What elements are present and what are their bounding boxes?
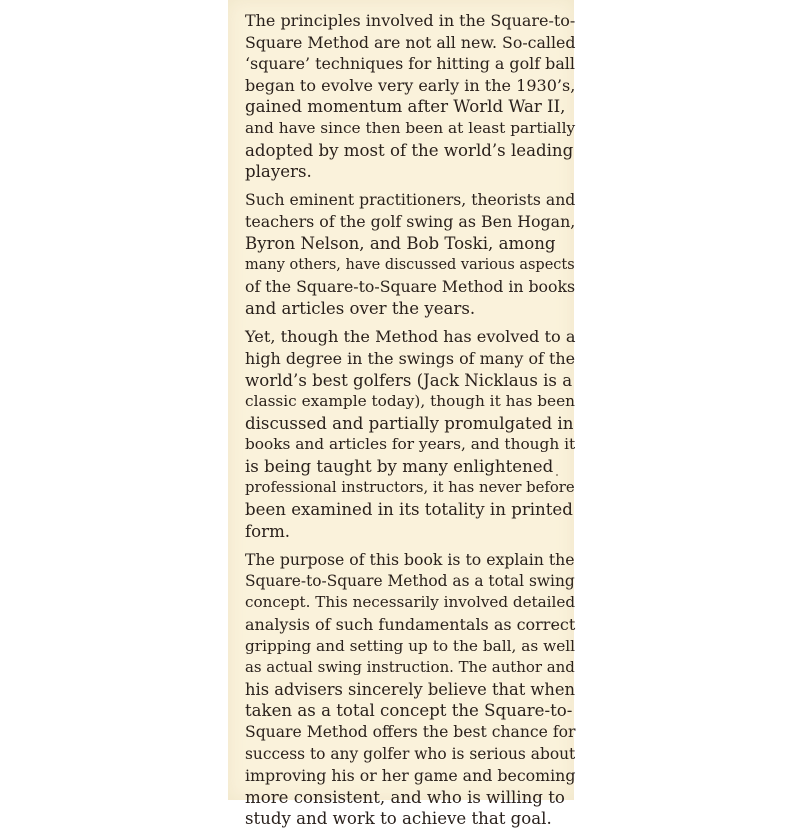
text-line: of the Square-to-Square Method in books	[245, 277, 576, 297]
text-line: players.	[245, 162, 312, 182]
text-line: classic example today), though it has been	[245, 392, 576, 411]
text-line: Square-to-Square Method as a total swing	[245, 571, 575, 590]
text-line: The principles involved in the Square-to-	[245, 11, 576, 30]
text-line: Square Method offers the best chance for	[245, 723, 576, 741]
text-line: gained momentum after World War II,	[245, 97, 566, 117]
text-line: gripping and setting up to the ball, as well	[245, 636, 576, 655]
text-line: taken as a total concept the Square-to-	[245, 701, 573, 721]
text-line: teachers of the golf swing as Ben Hogan,	[245, 212, 576, 232]
text-line: The purpose of this book is to explain the	[245, 550, 575, 570]
text-line: analysis of such fundamentals as correct	[245, 615, 576, 635]
text-line: form.	[245, 521, 291, 541]
text-line: many others, have discussed various aspects	[245, 256, 575, 273]
text-line: and have since then been at least partially	[245, 118, 576, 137]
text-line: more consistent, and who is willing to	[245, 787, 565, 807]
text-line: success to any golfer who is serious about	[245, 744, 576, 763]
paragraph-2	[245, 190, 575, 320]
text-line: high degree in the swings of many of the	[245, 348, 576, 368]
text-line: ‘square’ techniques for hitting a golf ball	[245, 54, 575, 74]
paragraph-1	[245, 10, 575, 183]
text-line: improving his or her game and becoming	[245, 766, 576, 786]
text-line: adopted by most of the world’s leading	[245, 140, 574, 160]
text-block	[245, 10, 575, 837]
text-line: professional instructors, it has never before	[245, 479, 575, 497]
text-line: Yet, though the Method has evolved to a	[245, 327, 576, 347]
text-line: Such eminent practitioners, theorists and	[245, 190, 576, 209]
paragraph-4	[245, 549, 575, 830]
text-line: world’s best golfers (Jack Nicklaus is a	[245, 370, 573, 390]
paragraph-3	[245, 326, 575, 542]
text-line: study and work to achieve that goal.	[245, 809, 552, 829]
text-line: been examined in its totality in printed	[245, 500, 573, 520]
text-line: and articles over the years.	[245, 298, 476, 318]
text-line: is being taught by many enlightened	[245, 456, 554, 476]
text-line: Square Method are not all new. So-called	[245, 32, 576, 52]
text-line: Byron Nelson, and Bob Toski, among	[245, 233, 556, 253]
text-line: as actual swing instruction. The author and	[245, 658, 575, 677]
text-line: concept. This necessarily involved detailed	[245, 593, 576, 612]
text-line: books and articles for years, and though it	[245, 435, 576, 454]
text-line: began to evolve very early in the 1930’s,	[245, 75, 576, 95]
text-line: discussed and partially promulgated in	[245, 413, 574, 433]
text-line: his advisers sincerely believe that when	[245, 679, 575, 699]
